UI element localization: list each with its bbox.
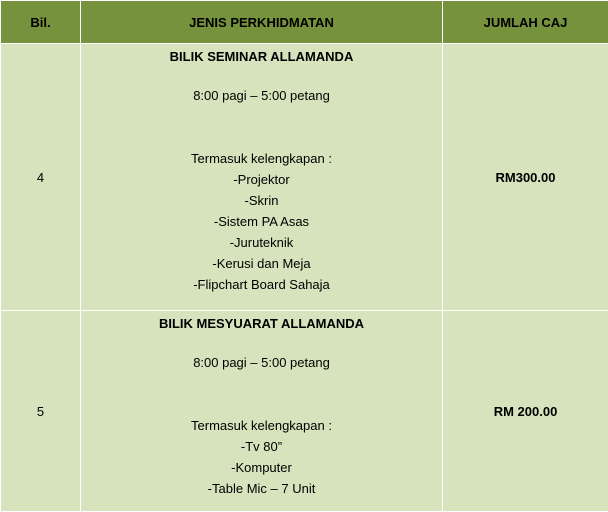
service-hours: 8:00 pagi – 5:00 petang — [81, 352, 442, 373]
service-includes-label: Termasuk kelengkapan : — [81, 148, 442, 169]
equipment-item: -Table Mic – 7 Unit — [81, 478, 442, 499]
service-title: BILIK SEMINAR ALLAMANDA — [81, 49, 442, 65]
service-cell — [81, 44, 443, 311]
equipment-item: -Flipchart Board Sahaja — [81, 274, 442, 295]
equipment-item: -Skrin — [81, 190, 442, 211]
header-fee: JUMLAH CAJ — [443, 1, 608, 44]
fee-cell: RM300.00 — [443, 44, 608, 311]
equipment-item: -Juruteknik — [81, 232, 442, 253]
service-title: BILIK MESYUARAT ALLAMANDA — [81, 316, 442, 332]
fee-cell: RM 200.00 — [443, 311, 608, 512]
row-number: 4 — [1, 44, 81, 311]
header-service: JENIS PERKHIDMATAN — [81, 1, 443, 44]
service-hours: 8:00 pagi – 5:00 petang — [81, 85, 442, 106]
equipment-item: -Komputer — [81, 457, 442, 478]
equipment-item: -Projektor — [81, 169, 442, 190]
table-row — [1, 44, 608, 311]
table-header-row — [1, 1, 608, 44]
service-includes-label: Termasuk kelengkapan : — [81, 415, 442, 436]
row-number: 5 — [1, 311, 81, 512]
header-number: Bil. — [1, 1, 81, 44]
table-row — [1, 311, 608, 512]
equipment-item: -Kerusi dan Meja — [81, 253, 442, 274]
equipment-item: -Tv 80” — [81, 436, 442, 457]
equipment-item: -Sistem PA Asas — [81, 211, 442, 232]
service-cell — [81, 311, 443, 512]
